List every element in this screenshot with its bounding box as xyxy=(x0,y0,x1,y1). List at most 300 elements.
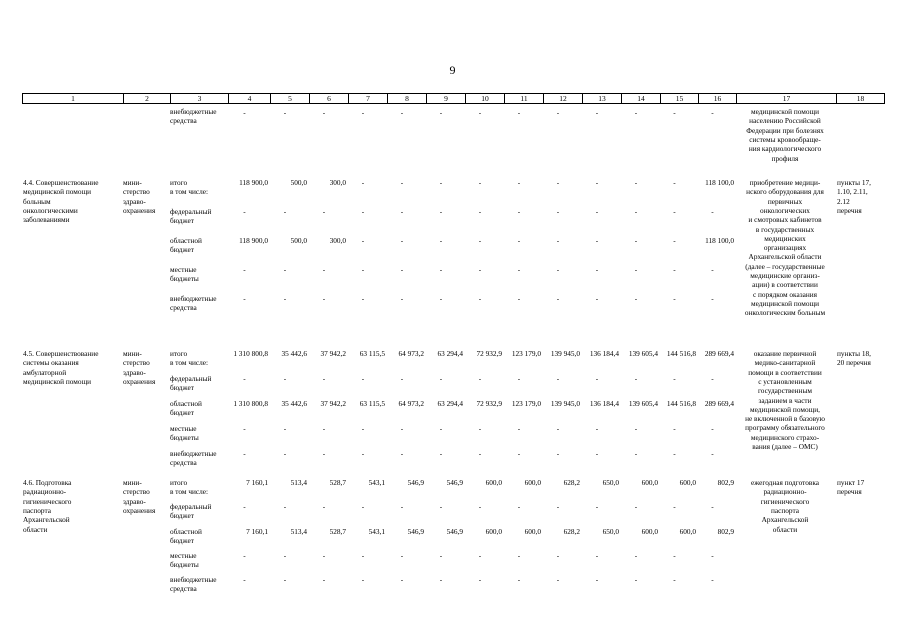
dash-cell: - xyxy=(556,207,560,216)
description-text: паспорта xyxy=(770,505,799,515)
description-text: ации) в соответствии xyxy=(752,280,818,290)
row-label: бюджеты xyxy=(170,560,199,570)
dash-cell: - xyxy=(400,207,404,216)
dash-cell: - xyxy=(673,108,676,117)
dash-cell: - xyxy=(517,207,521,216)
responsible-executor: мини- xyxy=(123,178,142,187)
header-col-12: 12 xyxy=(543,94,582,103)
row-label: областной xyxy=(170,236,202,245)
dash-cell: - xyxy=(361,551,365,560)
dash-cell: - xyxy=(283,374,287,383)
dash-cell: - xyxy=(595,424,599,433)
value-cell: 37 942,2 xyxy=(320,349,346,358)
value-cell: 63 115,5 xyxy=(359,349,385,358)
dash-cell: - xyxy=(243,265,246,274)
description-text: нского оборудования для xyxy=(746,187,824,197)
dash-cell: - xyxy=(711,502,714,511)
dash-cell: - xyxy=(322,207,326,216)
row-label: федеральный xyxy=(170,374,212,383)
dash-cell: - xyxy=(439,449,443,458)
header-col-5: 5 xyxy=(270,94,309,103)
dash-cell: - xyxy=(361,108,365,117)
description-text: государственным xyxy=(758,386,812,396)
value-cell: 1 310 800,8 xyxy=(233,399,268,408)
row-label: местные xyxy=(170,424,197,433)
reference-text: перечня xyxy=(837,205,862,215)
dash-cell: - xyxy=(478,236,482,245)
dash-cell: - xyxy=(478,108,482,117)
dash-cell: - xyxy=(517,575,521,584)
description-text: системы кровообраще- xyxy=(749,134,821,144)
dash-cell: - xyxy=(517,551,521,560)
row-label: внебюджетные xyxy=(170,575,217,584)
table-header xyxy=(22,93,885,104)
dash-cell: - xyxy=(322,374,326,383)
dash-cell: - xyxy=(634,108,638,117)
measure-title: радиационно- xyxy=(23,487,67,497)
value-cell: 802,9 xyxy=(717,527,734,536)
value-cell: 546,9 xyxy=(407,478,424,487)
dash-cell: - xyxy=(595,178,599,187)
value-cell: 63 294,4 xyxy=(437,349,463,358)
value-cell: 144 516,8 xyxy=(666,399,696,408)
dash-cell: - xyxy=(322,575,326,584)
measure-title: заболеваниями xyxy=(23,215,70,225)
measure-title: 4.5. Совершенствование xyxy=(23,349,99,358)
value-cell: 7 160,1 xyxy=(246,478,268,487)
description-text: профиля xyxy=(771,153,799,163)
value-cell: 123 179,0 xyxy=(511,349,541,358)
description-text: в государственных xyxy=(755,224,815,234)
measure-title: медицинской помощи xyxy=(23,187,92,197)
value-cell: 139 605,4 xyxy=(628,349,658,358)
dash-cell: - xyxy=(478,424,482,433)
dash-cell: - xyxy=(556,551,560,560)
row-label: средства xyxy=(170,116,197,126)
row-label: бюджет xyxy=(170,511,194,521)
value-cell: 600,0 xyxy=(524,527,541,536)
dash-cell: - xyxy=(634,207,638,216)
dash-cell: - xyxy=(673,424,676,433)
description-text: медицинской помощи xyxy=(750,298,820,308)
dash-cell: - xyxy=(361,207,365,216)
dash-cell: - xyxy=(439,502,443,511)
dash-cell: - xyxy=(243,294,246,303)
dash-cell: - xyxy=(400,178,404,187)
dash-cell: - xyxy=(400,424,404,433)
description-text: Архангельской области xyxy=(748,252,822,262)
row-label: средства xyxy=(170,584,197,594)
reference-text: 2.12 xyxy=(837,196,850,206)
value-cell: 528,7 xyxy=(329,478,346,487)
value-cell: 139 945,0 xyxy=(550,349,580,358)
dash-cell: - xyxy=(283,108,287,117)
value-cell: 546,9 xyxy=(446,478,463,487)
dash-cell: - xyxy=(595,502,599,511)
value-cell: 37 942,2 xyxy=(320,399,346,408)
dash-cell: - xyxy=(673,265,676,274)
dash-cell: - xyxy=(595,551,599,560)
dash-cell: - xyxy=(283,449,287,458)
value-cell: 543,1 xyxy=(368,527,385,536)
row-label: областной xyxy=(170,399,202,408)
dash-cell: - xyxy=(478,575,482,584)
header-col-8: 8 xyxy=(387,94,426,103)
row-label: в том числе: xyxy=(170,358,209,368)
header-col-18: 18 xyxy=(836,94,884,103)
dash-cell: - xyxy=(634,551,638,560)
dash-cell: - xyxy=(634,236,638,245)
reference-text: пункты 17, xyxy=(837,178,871,187)
dash-cell: - xyxy=(673,551,676,560)
dash-cell: - xyxy=(634,265,638,274)
responsible-executor: стерство xyxy=(123,187,150,197)
dash-cell: - xyxy=(400,108,404,117)
dash-cell: - xyxy=(283,575,287,584)
dash-cell: - xyxy=(243,575,246,584)
dash-cell: - xyxy=(634,502,638,511)
dash-cell: - xyxy=(361,374,365,383)
dash-cell: - xyxy=(673,178,676,187)
measure-title: Архангельской xyxy=(23,515,70,525)
value-cell: 600,0 xyxy=(485,478,502,487)
row-label: итого xyxy=(170,178,188,187)
responsible-executor: стерство xyxy=(123,487,150,497)
dash-cell: - xyxy=(711,207,714,216)
dash-cell: - xyxy=(361,236,365,245)
measure-title: больным xyxy=(23,196,51,206)
dash-cell: - xyxy=(517,236,521,245)
value-cell: 600,0 xyxy=(485,527,502,536)
reference-text: перечня xyxy=(837,487,862,497)
value-cell: 35 442,6 xyxy=(281,349,307,358)
value-cell: 802,9 xyxy=(717,478,734,487)
responsible-executor: здраво- xyxy=(123,367,146,377)
reference-text: 1.10, 2.11, xyxy=(837,187,868,197)
dash-cell: - xyxy=(322,551,326,560)
measure-title: 4.6. Подготовка xyxy=(23,478,72,487)
header-col-9: 9 xyxy=(426,94,465,103)
dash-cell: - xyxy=(322,294,326,303)
description-text: медико-санитарной xyxy=(754,358,816,368)
value-cell: 72 932,9 xyxy=(476,399,502,408)
row-label: федеральный xyxy=(170,207,212,216)
value-cell: 118 100,0 xyxy=(705,178,734,187)
header-col-6: 6 xyxy=(309,94,348,103)
row-label: внебюджетные xyxy=(170,294,217,303)
page-number: 9 xyxy=(449,63,456,77)
value-cell: 300,0 xyxy=(329,236,346,245)
dash-cell: - xyxy=(556,502,560,511)
row-label: областной xyxy=(170,527,202,536)
dash-cell: - xyxy=(711,551,714,560)
value-cell: 600,0 xyxy=(641,527,658,536)
dash-cell: - xyxy=(673,207,676,216)
dash-cell: - xyxy=(439,575,443,584)
header-col-17: 17 xyxy=(736,94,836,103)
dash-cell: - xyxy=(478,502,482,511)
dash-cell: - xyxy=(400,551,404,560)
dash-cell: - xyxy=(517,178,521,187)
header-col-16: 16 xyxy=(698,94,736,103)
description-text: программу обязательного xyxy=(745,423,825,433)
row-label: бюджет xyxy=(170,216,194,226)
dash-cell: - xyxy=(439,294,443,303)
dash-cell: - xyxy=(361,178,365,187)
measure-title: амбулаторной xyxy=(23,367,67,377)
value-cell: 528,7 xyxy=(329,527,346,536)
row-label: бюджет xyxy=(170,383,194,393)
dash-cell: - xyxy=(556,108,560,117)
row-label: бюджет xyxy=(170,408,194,418)
dash-cell: - xyxy=(361,449,365,458)
dash-cell: - xyxy=(439,374,443,383)
header-col-15: 15 xyxy=(660,94,698,103)
dash-cell: - xyxy=(634,374,638,383)
dash-cell: - xyxy=(711,294,714,303)
value-cell: 650,0 xyxy=(602,478,619,487)
header-col-7: 7 xyxy=(348,94,387,103)
dash-cell: - xyxy=(400,236,404,245)
reference-text: пункты 18, xyxy=(837,349,871,358)
description-text: с порядком оказания xyxy=(752,289,818,299)
value-cell: 139 605,4 xyxy=(628,399,658,408)
dash-cell: - xyxy=(478,551,482,560)
dash-cell: - xyxy=(478,294,482,303)
dash-cell: - xyxy=(283,551,287,560)
value-cell: 300,0 xyxy=(329,178,346,187)
responsible-executor: здраво- xyxy=(123,196,146,206)
dash-cell: - xyxy=(595,207,599,216)
description-text: медицинские организ- xyxy=(750,271,820,280)
dash-cell: - xyxy=(400,502,404,511)
dash-cell: - xyxy=(595,449,599,458)
description-text: области xyxy=(772,524,798,534)
dash-cell: - xyxy=(439,551,443,560)
value-cell: 139 945,0 xyxy=(550,399,580,408)
dash-cell: - xyxy=(595,108,599,117)
value-cell: 543,1 xyxy=(368,478,385,487)
row-label: местные xyxy=(170,551,197,560)
value-cell: 35 442,6 xyxy=(281,399,307,408)
dash-cell: - xyxy=(711,575,714,584)
dash-cell: - xyxy=(361,502,365,511)
dash-cell: - xyxy=(439,178,443,187)
description-text: организациях xyxy=(763,243,807,253)
measure-title: медицинской помощи xyxy=(23,376,92,386)
dash-cell: - xyxy=(556,294,560,303)
description-text: онкологических xyxy=(760,205,810,215)
description-text: вания (далее – ОМС) xyxy=(752,442,818,451)
dash-cell: - xyxy=(556,236,560,245)
dash-cell: - xyxy=(478,449,482,458)
dash-cell: - xyxy=(322,424,326,433)
row-label: федеральный xyxy=(170,502,212,511)
value-cell: 650,0 xyxy=(602,527,619,536)
description-text: первичных xyxy=(767,196,803,206)
description-text: медицинской помощи xyxy=(750,107,820,116)
responsible-executor: мини- xyxy=(123,478,142,487)
value-cell: 72 932,9 xyxy=(476,349,502,358)
value-cell: 289 669,4 xyxy=(704,399,734,408)
description-text: (далее – государственные xyxy=(745,261,825,271)
value-cell: 118 100,0 xyxy=(705,236,734,245)
dash-cell: - xyxy=(634,449,638,458)
description-text: приобретение медици- xyxy=(749,178,821,187)
row-label: средства xyxy=(170,303,197,313)
description-text: не включенной в базовую xyxy=(745,414,825,424)
dash-cell: - xyxy=(595,374,599,383)
value-cell: 546,9 xyxy=(407,527,424,536)
row-label: бюджет xyxy=(170,245,194,255)
dash-cell: - xyxy=(517,502,521,511)
header-col-14: 14 xyxy=(621,94,660,103)
row-label: средства xyxy=(170,458,197,468)
dash-cell: - xyxy=(400,265,404,274)
header-col-1: 1 xyxy=(71,94,75,103)
dash-cell: - xyxy=(517,108,521,117)
value-cell: 500,0 xyxy=(290,178,307,187)
dash-cell: - xyxy=(400,575,404,584)
description-text: ежегодная подготовка xyxy=(751,478,819,487)
row-label: внебюджетные xyxy=(170,107,217,116)
row-label: в том числе: xyxy=(170,187,209,197)
dash-cell: - xyxy=(439,265,443,274)
dash-cell: - xyxy=(673,575,676,584)
value-cell: 136 184,4 xyxy=(589,399,619,408)
description-text: гигиенического xyxy=(760,496,810,506)
measure-title: онкологическими xyxy=(23,205,78,215)
responsible-executor: здраво- xyxy=(123,496,146,506)
measure-title: системы оказания xyxy=(23,358,79,368)
value-cell: 64 973,2 xyxy=(398,399,424,408)
value-cell: 600,0 xyxy=(679,527,696,536)
dash-cell: - xyxy=(400,374,404,383)
dash-cell: - xyxy=(673,449,676,458)
dash-cell: - xyxy=(673,236,676,245)
value-cell: 118 900,0 xyxy=(239,236,268,245)
header-col-13: 13 xyxy=(582,94,621,103)
reference-text: 20 перечня xyxy=(837,358,871,368)
dash-cell: - xyxy=(711,449,714,458)
value-cell: 1 310 800,8 xyxy=(233,349,268,358)
description-text: медицинской помощи, xyxy=(750,404,820,414)
dash-cell: - xyxy=(283,424,287,433)
measure-title: 4.4. Совершенствование xyxy=(23,178,99,187)
dash-cell: - xyxy=(478,178,482,187)
dash-cell: - xyxy=(361,265,365,274)
dash-cell: - xyxy=(400,449,404,458)
dash-cell: - xyxy=(243,449,246,458)
dash-cell: - xyxy=(243,207,246,216)
row-label: внебюджетные xyxy=(170,449,217,458)
description-text: Федерации при болезнях xyxy=(746,125,824,135)
dash-cell: - xyxy=(556,178,560,187)
header-col-10: 10 xyxy=(465,94,504,103)
dash-cell: - xyxy=(517,449,521,458)
row-label: в том числе: xyxy=(170,487,209,497)
header-col-3: 3 xyxy=(170,94,228,103)
responsible-executor: охранения xyxy=(123,376,156,386)
responsible-executor: мини- xyxy=(123,349,142,358)
dash-cell: - xyxy=(322,265,326,274)
dash-cell: - xyxy=(283,502,287,511)
value-cell: 289 669,4 xyxy=(704,349,734,358)
value-cell: 123 179,0 xyxy=(511,399,541,408)
dash-cell: - xyxy=(322,502,326,511)
dash-cell: - xyxy=(322,449,326,458)
row-label: бюджеты xyxy=(170,433,199,443)
description-text: помощи в соответствии xyxy=(748,367,822,377)
dash-cell: - xyxy=(283,294,287,303)
value-cell: 118 900,0 xyxy=(239,178,268,187)
description-text: онкологическим больным xyxy=(744,308,826,318)
value-cell: 500,0 xyxy=(290,236,307,245)
dash-cell: - xyxy=(439,236,443,245)
row-label: итого xyxy=(170,478,188,487)
dash-cell: - xyxy=(283,265,287,274)
value-cell: 7 160,1 xyxy=(246,527,268,536)
dash-cell: - xyxy=(711,108,714,117)
responsible-executor: охранения xyxy=(123,505,156,515)
description-text: с установленным xyxy=(758,376,812,386)
responsible-executor: охранения xyxy=(123,205,156,215)
dash-cell: - xyxy=(478,374,482,383)
dash-cell: - xyxy=(243,374,246,383)
dash-cell: - xyxy=(673,374,676,383)
dash-cell: - xyxy=(673,294,676,303)
reference-text: пункт 17 xyxy=(837,478,865,487)
description-text: и смотровых кабинетов xyxy=(748,215,822,225)
description-text: оказание первичной xyxy=(753,349,817,358)
header-col-2: 2 xyxy=(123,94,170,103)
dash-cell: - xyxy=(711,265,714,274)
measure-title: гигиенического xyxy=(23,496,72,506)
dash-cell: - xyxy=(322,108,326,117)
dash-cell: - xyxy=(361,424,365,433)
dash-cell: - xyxy=(478,207,482,216)
value-cell: 144 516,8 xyxy=(666,349,696,358)
dash-cell: - xyxy=(243,424,246,433)
value-cell: 628,2 xyxy=(563,478,580,487)
dash-cell: - xyxy=(556,575,560,584)
description-text: радиационно- xyxy=(763,487,807,497)
dash-cell: - xyxy=(478,265,482,274)
dash-cell: - xyxy=(595,294,599,303)
responsible-executor: стерство xyxy=(123,358,150,368)
dash-cell: - xyxy=(595,575,599,584)
dash-cell: - xyxy=(400,294,404,303)
description-text: Архангельской xyxy=(761,515,809,525)
description-text: медицинских xyxy=(764,233,806,243)
dash-cell: - xyxy=(517,374,521,383)
row-label: бюджет xyxy=(170,536,194,546)
value-cell: 63 115,5 xyxy=(359,399,385,408)
value-cell: 513,4 xyxy=(290,478,307,487)
dash-cell: - xyxy=(556,374,560,383)
value-cell: 628,2 xyxy=(563,527,580,536)
description-text: ния кардиологического xyxy=(748,144,822,154)
dash-cell: - xyxy=(439,108,443,117)
dash-cell: - xyxy=(517,424,521,433)
dash-cell: - xyxy=(361,294,365,303)
value-cell: 546,9 xyxy=(446,527,463,536)
dash-cell: - xyxy=(243,551,246,560)
dash-cell: - xyxy=(711,424,714,433)
dash-cell: - xyxy=(634,424,638,433)
measure-title: паспорта xyxy=(23,505,52,515)
dash-cell: - xyxy=(556,449,560,458)
